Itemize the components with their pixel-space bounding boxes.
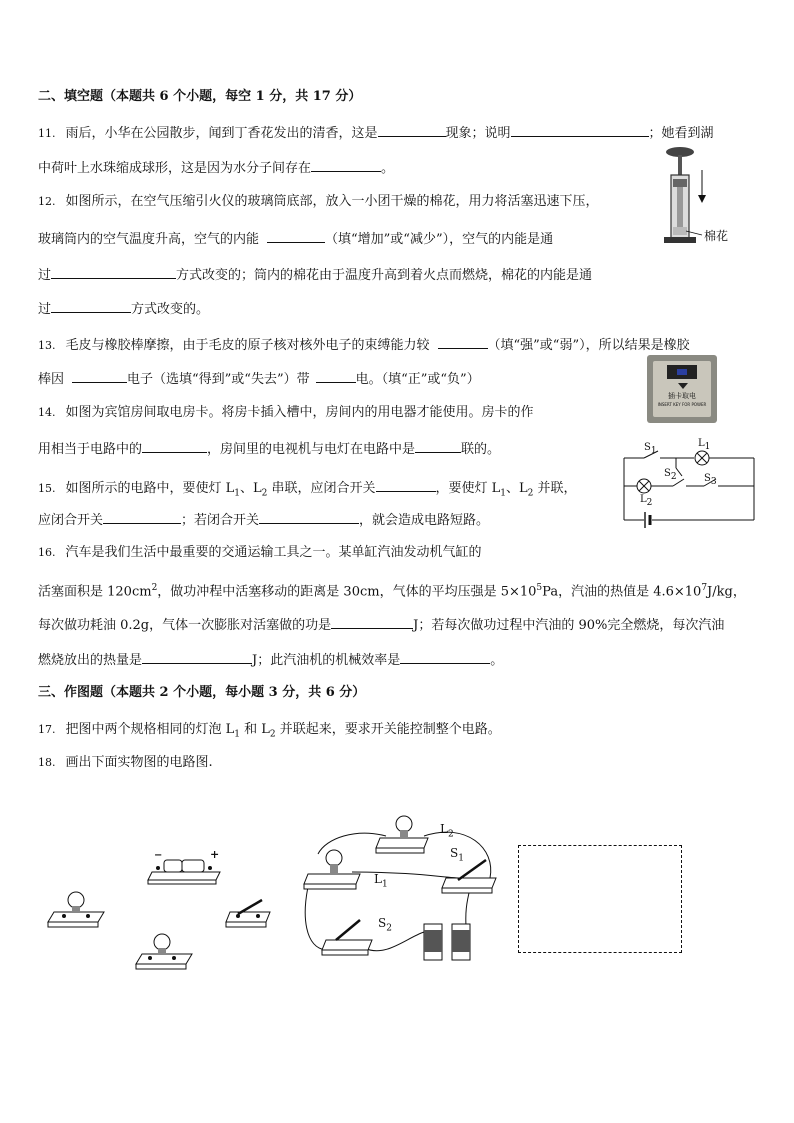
q14-line1 xyxy=(38,404,534,422)
q18-physical-circuit xyxy=(296,808,512,968)
q15-blank-3[interactable] xyxy=(259,509,359,524)
q15-sub: 2 xyxy=(261,488,268,499)
answer-box[interactable] xyxy=(518,845,682,953)
q15-line2 xyxy=(38,509,489,530)
q14-line2 xyxy=(38,438,500,459)
q12-line2 xyxy=(38,228,553,249)
q12-blank-2[interactable] xyxy=(51,264,176,279)
q14-blank-2[interactable] xyxy=(415,438,461,453)
q18-number: 18. xyxy=(38,756,56,769)
q15-sub: 1 xyxy=(500,488,507,499)
battery-holder-icon xyxy=(148,860,220,884)
q16-text: 汽车是我们生活中最重要的交通运输工具之一。某单缸汽油发动机气缸的 xyxy=(65,545,482,560)
q14-blank-1[interactable] xyxy=(142,438,207,453)
switch-s3-label: $S_3$ xyxy=(704,473,717,487)
q12-text: 过 xyxy=(38,268,52,283)
q15-text: ，要使灯 L xyxy=(435,481,501,496)
q15-blank-1[interactable] xyxy=(376,477,436,492)
bulb-icon xyxy=(136,934,192,969)
q12-text: 玻璃筒内的空气温度升高，空气的内能 xyxy=(38,232,260,247)
q17-line xyxy=(38,721,501,744)
q16-number: 16. xyxy=(38,546,56,559)
q16-text: 。 xyxy=(490,653,504,668)
q13-text: 毛皮与橡胶棒摩擦，由于毛皮的原子核对核外电子的束缚能力较 xyxy=(65,338,430,353)
q15-text: 、L xyxy=(240,481,262,496)
q13-text: 电子（选填“得到”或“失去”）带 xyxy=(127,372,310,387)
q16-text: J；若每次做功过程中汽油的 90%完全燃烧，每次汽油 xyxy=(413,618,725,633)
q15-text: 串联，应闭合开关 xyxy=(267,481,376,496)
q16-line1 xyxy=(38,544,482,562)
q13-text: 电。（填“正”或“负”） xyxy=(355,372,480,387)
card-slot-sublabel: INSERT KEY FOR POWER xyxy=(657,402,707,407)
q15-sub: 1 xyxy=(234,488,240,499)
q12-line3 xyxy=(38,264,592,285)
lamp-l1-label: $L_1$ xyxy=(374,872,388,890)
q16-sup: 5 xyxy=(536,583,543,593)
q11-blank-3[interactable] xyxy=(311,157,381,172)
lamp-l2-label: $L_2$ xyxy=(640,494,653,508)
q14-text: ，房间里的电视机与电灯在电路中是 xyxy=(207,442,416,457)
q16-line4 xyxy=(38,649,503,670)
q17-text: 并联起来，要求开关能控制整个电路。 xyxy=(275,722,501,737)
q15-text: 如图所示的电路中，要使灯 L xyxy=(65,481,235,496)
q15-line1 xyxy=(38,477,577,503)
q13-line2 xyxy=(38,368,480,389)
q11-text: 中荷叶上水珠缩成球形，这是因为水分子间存在 xyxy=(38,161,312,176)
q16-text: J/kg， xyxy=(707,584,746,600)
q16-line2 xyxy=(38,579,746,601)
card-slot-label: 插卡取电 xyxy=(668,392,696,400)
q17-sub: 2 xyxy=(269,729,276,740)
q16-text: Pa，汽油的热值是 4.6×10 xyxy=(542,584,702,600)
igniter-label: 棉花 xyxy=(704,229,729,243)
q17-sub: 1 xyxy=(234,729,240,740)
q16-sup: 2 xyxy=(151,583,158,593)
q12-text: 方式改变的；筒内的棉花由于温度升高到着火点而燃烧，棉花的内能是通 xyxy=(176,268,593,283)
q11-number: 11. xyxy=(38,127,56,140)
q18-text: 画出下面实物图的电路图. xyxy=(65,755,213,770)
section-3-title: 三、作图题（本题共 2 个小题，每小题 3 分，共 6 分） xyxy=(38,685,366,700)
q17-components-figure xyxy=(40,840,280,980)
q11-text: ；她看到湖 xyxy=(648,126,714,141)
q13-text: （填“强”或“弱”），所以结果是橡胶 xyxy=(487,338,690,353)
q16-blank-3[interactable] xyxy=(400,649,490,664)
q12-blank-1[interactable] xyxy=(267,228,325,243)
lamp-l1-label: $L_1$ xyxy=(698,438,711,452)
q16-text: ，做功冲程中活塞移动的距离是 30cm，气体的平均压强是 5×10 xyxy=(157,584,537,600)
q12-line4 xyxy=(38,298,209,319)
q17-text: 把图中两个规格相同的灯泡 L xyxy=(65,722,235,737)
switch-s1-label: $S_1$ xyxy=(644,442,657,456)
q12-line1 xyxy=(38,193,599,211)
q11-text: 。 xyxy=(381,161,395,176)
q12-text: 如图所示，在空气压缩引火仪的玻璃筒底部，放入一小团干燥的棉花，用力将活塞迅速下压， xyxy=(65,194,599,209)
q16-text: J；此汽油机的机械效率是 xyxy=(252,653,401,668)
q15-text: ；若闭合开关 xyxy=(181,513,260,528)
q12-number: 12. xyxy=(38,195,56,208)
q15-text: 并联， xyxy=(533,481,577,496)
q11-text: 雨后，小华在公园散步，闻到丁香花发出的清香，这是 xyxy=(65,126,378,141)
switch-s1-label: $S_1$ xyxy=(450,846,464,864)
q18-line xyxy=(38,754,213,772)
q13-blank-2[interactable] xyxy=(72,368,127,383)
q15-text: ，就会造成电路短路。 xyxy=(359,513,490,528)
room-card-figure xyxy=(647,355,717,423)
q15-sub: 2 xyxy=(527,488,534,499)
q12-blank-3[interactable] xyxy=(51,298,131,313)
q12-text: 方式改变的。 xyxy=(131,302,210,317)
q13-text: 棒因 xyxy=(38,372,65,387)
q15-text: 应闭合开关 xyxy=(38,513,104,528)
q14-text: 用相当于电路中的 xyxy=(38,442,143,457)
q14-text: 如图为宾馆房间取电房卡。将房卡插入槽中，房间内的用电器才能使用。房卡的作 xyxy=(65,405,534,420)
q16-text: 活塞面积是 120cm xyxy=(38,584,152,600)
q11-blank-2[interactable] xyxy=(511,122,649,137)
q11-blank-1[interactable] xyxy=(378,122,446,137)
arrow-down-icon xyxy=(678,383,688,389)
switch-s2-label: $S_2$ xyxy=(378,916,392,934)
q16-blank-2[interactable] xyxy=(142,649,252,664)
q16-sup: 7 xyxy=(701,583,708,593)
switch-icon xyxy=(226,900,270,927)
q15-blank-2[interactable] xyxy=(103,509,181,524)
battery-minus: − xyxy=(154,850,163,861)
q13-blank-3[interactable] xyxy=(316,368,356,383)
q13-number: 13. xyxy=(38,339,56,352)
card-slot-light xyxy=(677,369,687,375)
switch-s2-label: $S_2$ xyxy=(664,468,677,482)
q15-number: 15. xyxy=(38,482,56,495)
q12-text: （填“增加”或“减少”），空气的内能是通 xyxy=(325,232,554,247)
q13-blank-1[interactable] xyxy=(438,334,488,349)
q12-text: 过 xyxy=(38,302,52,317)
q16-line3 xyxy=(38,614,724,635)
q16-text: 燃烧放出的热量是 xyxy=(38,653,143,668)
q14-number: 14. xyxy=(38,406,56,419)
q13-line1 xyxy=(38,334,690,355)
q11-line1 xyxy=(38,122,714,143)
lamp-l2-label: $L_2$ xyxy=(440,822,454,840)
q14-text: 联的。 xyxy=(461,442,501,457)
q15-circuit-diagram xyxy=(618,440,758,528)
battery-plus: + xyxy=(210,848,220,861)
q11-text: 现象；说明 xyxy=(445,126,511,141)
q16-text: 每次做功耗油 0.2g，气体一次膨胀对活塞做的功是 xyxy=(38,618,332,633)
bulb-icon xyxy=(48,892,104,927)
q11-line2 xyxy=(38,157,394,178)
q17-number: 17. xyxy=(38,723,56,736)
q16-blank-1[interactable] xyxy=(331,614,413,629)
igniter-figure xyxy=(660,145,760,250)
q15-text: 、L xyxy=(506,481,528,496)
q17-text: 和 L xyxy=(240,722,270,737)
section-2-title: 二、填空题（本题共 6 个小题，每空 1 分，共 17 分） xyxy=(38,89,362,104)
